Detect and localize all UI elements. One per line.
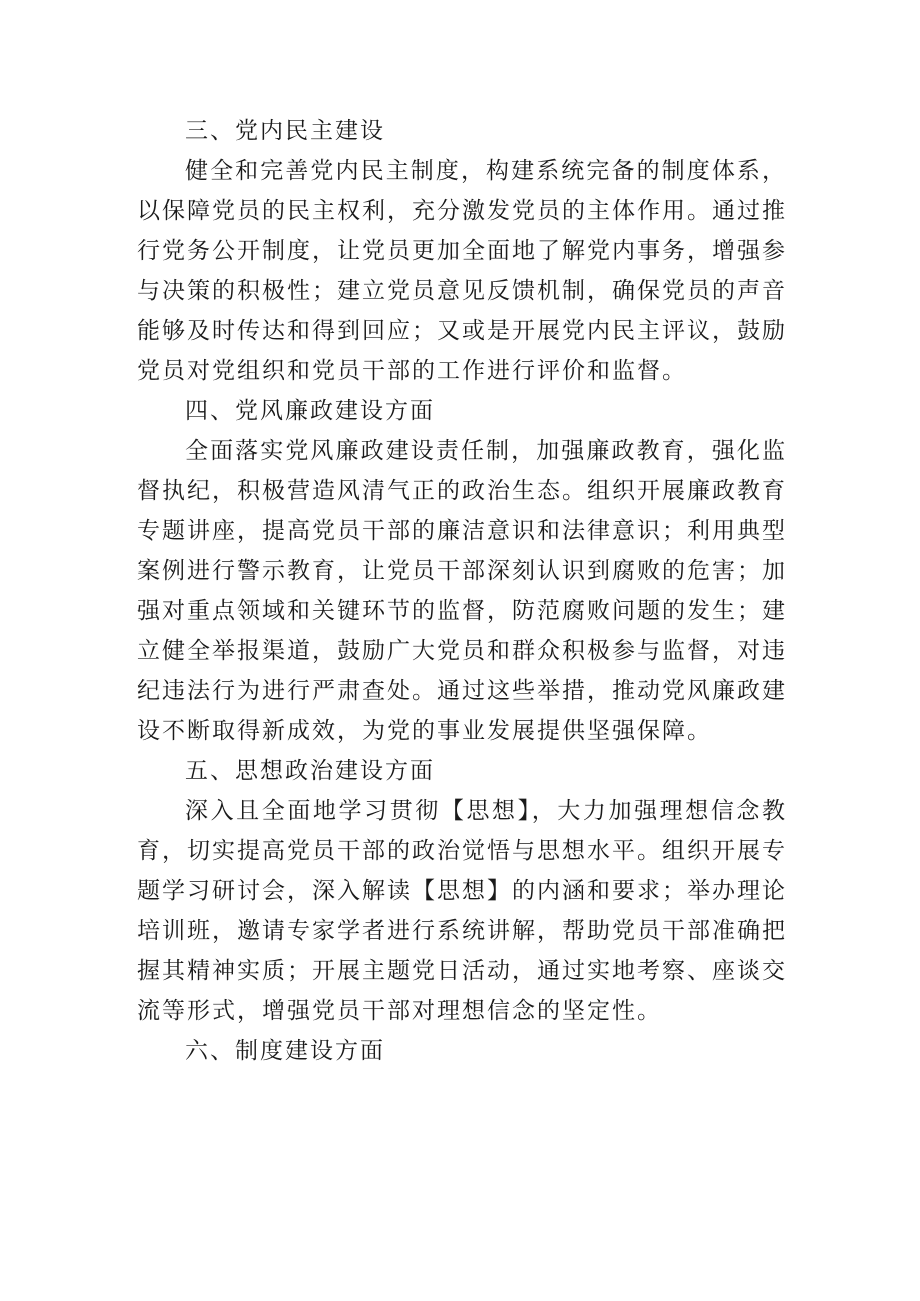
section-paragraph-integrity: 全面落实党风廉政建设责任制，加强廉政教育，强化监督执纪，积极营造风清气正的政治生态。组织开展廉政教育专题讲座，提高党员干部的廉洁意识和法律意识；利用典型案例进行警示教育，让党员干部深刻认识到腐败的危害；加强对重点领域和关键环节的监督，防范腐败问题的发生；建立健全举报渠道，鼓励广大党员和群众积极参与监督，对违纪违法行为进行严肃查处。通过这些举措，推动党风廉政建设不断取得新成效，为党的事业发展提供坚强保障。 [137,438,787,744]
section-heading-integrity: 四、党风廉政建设方面 [185,398,435,424]
section-paragraph-ideology: 深入且全面地学习贯彻【思想】，大力加强理想信念教育，切实提高党员干部的政治觉悟与思想水平。组织开展专题学习研讨会，深入解读【思想】的内涵和要求；举办理论培训班，邀请专家学者进行系统讲解，帮助党员干部准确把握其精神实质；开展主题党日活动，通过实地考察、座谈交流等形式，增强党员干部对理想信念的坚定性。 [137,798,787,1024]
document-body [137,111,787,1071]
section-heading-institution: 六、制度建设方面 [185,1038,385,1064]
section-heading-ideology: 五、思想政治建设方面 [185,758,435,784]
section-heading-party-democracy: 三、党内民主建设 [185,118,385,144]
section-paragraph-party-democracy: 健全和完善党内民主制度，构建系统完备的制度体系，以保障党员的民主权利，充分激发党员的主体作用。通过推行党务公开制度，让党员更加全面地了解党内事务，增强参与决策的积极性；建立党员意见反馈机制，确保党员的声音能够及时传达和得到回应；又或是开展党内民主评议，鼓励党员对党组织和党员干部的工作进行评价和监督。 [137,158,787,384]
